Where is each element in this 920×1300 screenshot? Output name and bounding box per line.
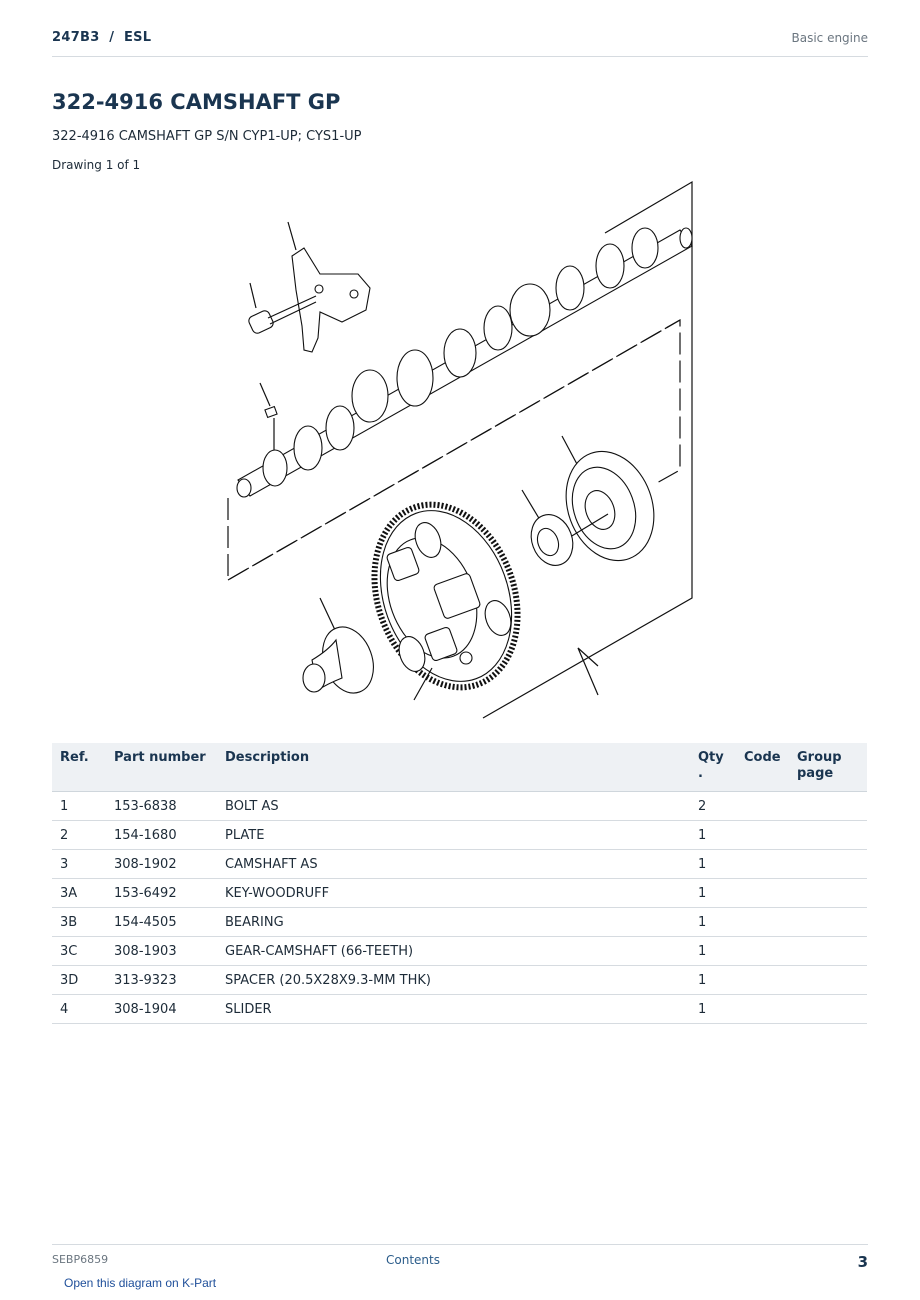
parts-table-header-row: [52, 743, 867, 792]
cell-description: CAMSHAFT AS: [217, 850, 690, 879]
cell-qty: 1: [690, 908, 736, 937]
col-ref: Ref.: [52, 743, 106, 792]
cell-ref: 3A: [52, 879, 106, 908]
cell-qty: 1: [690, 966, 736, 995]
cell-qty: 1: [690, 821, 736, 850]
cell-ref: 4: [52, 995, 106, 1024]
cell-group-page: [789, 937, 867, 966]
cell-code: [736, 937, 789, 966]
table-row: [52, 995, 867, 1024]
table-row: [52, 792, 867, 821]
table-row: [52, 850, 867, 879]
cell-group-page: [789, 966, 867, 995]
cell-code: [736, 821, 789, 850]
cell-ref: 3: [52, 850, 106, 879]
cell-code: [736, 995, 789, 1024]
cell-code: [736, 908, 789, 937]
page-footer: [52, 1244, 868, 1275]
table-row: [52, 937, 867, 966]
cell-ref: 2: [52, 821, 106, 850]
page-subtitle: 322-4916 CAMSHAFT GP S/N CYP1-UP; CYS1-UP: [52, 129, 362, 144]
table-row: [52, 966, 867, 995]
col-part-number: Part number: [106, 743, 217, 792]
cell-part-number: 153-6492: [106, 879, 217, 908]
col-qty: Qty .: [690, 743, 736, 792]
cell-group-page: [789, 821, 867, 850]
parts-table-body: [52, 792, 867, 1024]
cell-part-number: 308-1902: [106, 850, 217, 879]
cell-qty: 2: [690, 792, 736, 821]
callout-line-gear-group: [578, 648, 598, 695]
cell-description: SPACER (20.5X28X9.3-MM THK): [217, 966, 690, 995]
cell-qty: 1: [690, 879, 736, 908]
col-group-page: Group page: [789, 743, 867, 792]
cell-group-page: [789, 879, 867, 908]
cell-description: BEARING: [217, 908, 690, 937]
cell-description: KEY-WOODRUFF: [217, 879, 690, 908]
section-name: Basic engine: [791, 31, 868, 45]
col-code: Code: [736, 743, 789, 792]
cell-code: [736, 850, 789, 879]
drawing-label: Drawing 1 of 1: [52, 158, 141, 172]
camshaft-exploded-diagram: [200, 178, 720, 723]
woodruff-key-part: [260, 383, 277, 454]
page-title: 322-4916 CAMSHAFT GP: [52, 90, 341, 114]
cell-description: BOLT AS: [217, 792, 690, 821]
cell-group-page: [789, 850, 867, 879]
col-description: Description: [217, 743, 690, 792]
cell-description: PLATE: [217, 821, 690, 850]
contents-link[interactable]: Contents: [386, 1253, 440, 1267]
plate-part: [288, 222, 370, 352]
cell-part-number: 154-4505: [106, 908, 217, 937]
cell-part-number: 308-1904: [106, 995, 217, 1024]
cell-description: SLIDER: [217, 995, 690, 1024]
cell-group-page: [789, 908, 867, 937]
document-id: SEBP6859: [52, 1253, 109, 1266]
cell-qty: 1: [690, 937, 736, 966]
slider-part: [303, 598, 382, 700]
cell-group-page: [789, 792, 867, 821]
cell-part-number: 308-1903: [106, 937, 217, 966]
table-row: [52, 879, 867, 908]
camshaft-gear-part: [350, 484, 542, 707]
cell-ref: 3D: [52, 966, 106, 995]
cell-group-page: [789, 995, 867, 1024]
cell-part-number: 313-9323: [106, 966, 217, 995]
cell-ref: 1: [52, 792, 106, 821]
table-row: [52, 821, 867, 850]
model-breadcrumb: 247B3 / ESL: [52, 30, 152, 45]
cell-code: [736, 792, 789, 821]
table-row: [52, 908, 867, 937]
cell-qty: 1: [690, 850, 736, 879]
page-header: [52, 28, 868, 57]
parts-table: [52, 743, 867, 1024]
page-number: 3: [857, 1253, 868, 1271]
open-kpart-link[interactable]: Open this diagram on K-Part: [64, 1276, 217, 1290]
cell-description: GEAR-CAMSHAFT (66-TEETH): [217, 937, 690, 966]
cell-ref: 3B: [52, 908, 106, 937]
cell-code: [736, 879, 789, 908]
cell-code: [736, 966, 789, 995]
cell-part-number: 154-1680: [106, 821, 217, 850]
cell-qty: 1: [690, 995, 736, 1024]
cell-part-number: 153-6838: [106, 792, 217, 821]
cell-ref: 3C: [52, 937, 106, 966]
